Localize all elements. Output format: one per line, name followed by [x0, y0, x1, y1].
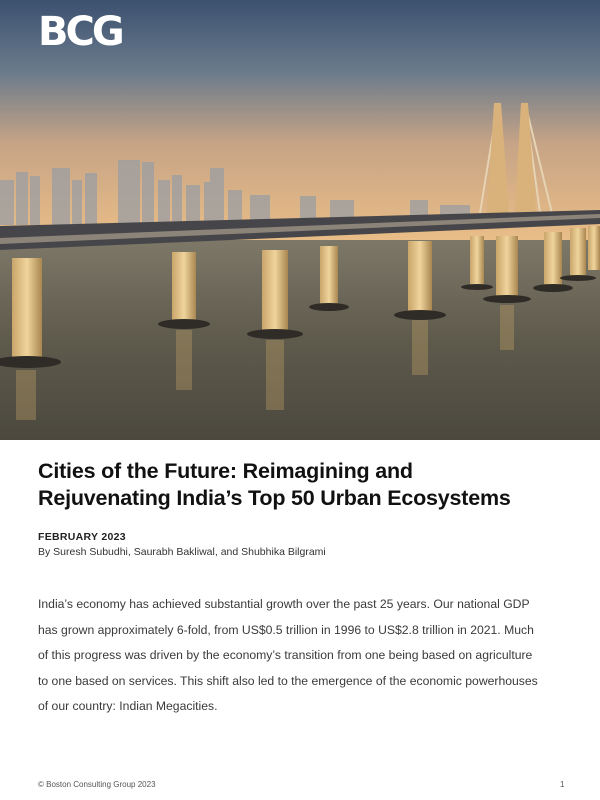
authors-byline: By Suresh Subudhi, Saurabh Bakliwal, and Shubhika Bilgrami	[38, 546, 326, 558]
paragraph-line: of our country: Indian Megacities.	[38, 699, 218, 713]
title-line: Cities of the Future: Reimagining and	[38, 459, 413, 483]
paragraph-line: of this progress was driven by the economy’s transition from one being based on agriculture	[38, 648, 533, 662]
paragraph-line: has grown approximately 6-fold, from US$0.5 trillion in 1996 to US$2.8 trillion in 2021. Much	[38, 622, 534, 637]
title-line: Rejuvenating India’s Top 50 Urban Ecosystems	[38, 486, 511, 510]
paragraph-line: to one based on services. This shift also led to the emergence of the economic powerhouses	[38, 673, 538, 688]
footer-copyright: © Boston Consulting Group 2023	[38, 780, 156, 789]
intro-paragraph	[38, 592, 573, 720]
paragraph-line: India’s economy has achieved substantial growth over the past 25 years. Our national GDP	[38, 597, 530, 611]
document-title	[38, 458, 568, 512]
bcg-logo: BCG	[38, 9, 122, 55]
publication-date: FEBRUARY 2023	[38, 531, 126, 543]
page-number: 1	[560, 780, 565, 789]
